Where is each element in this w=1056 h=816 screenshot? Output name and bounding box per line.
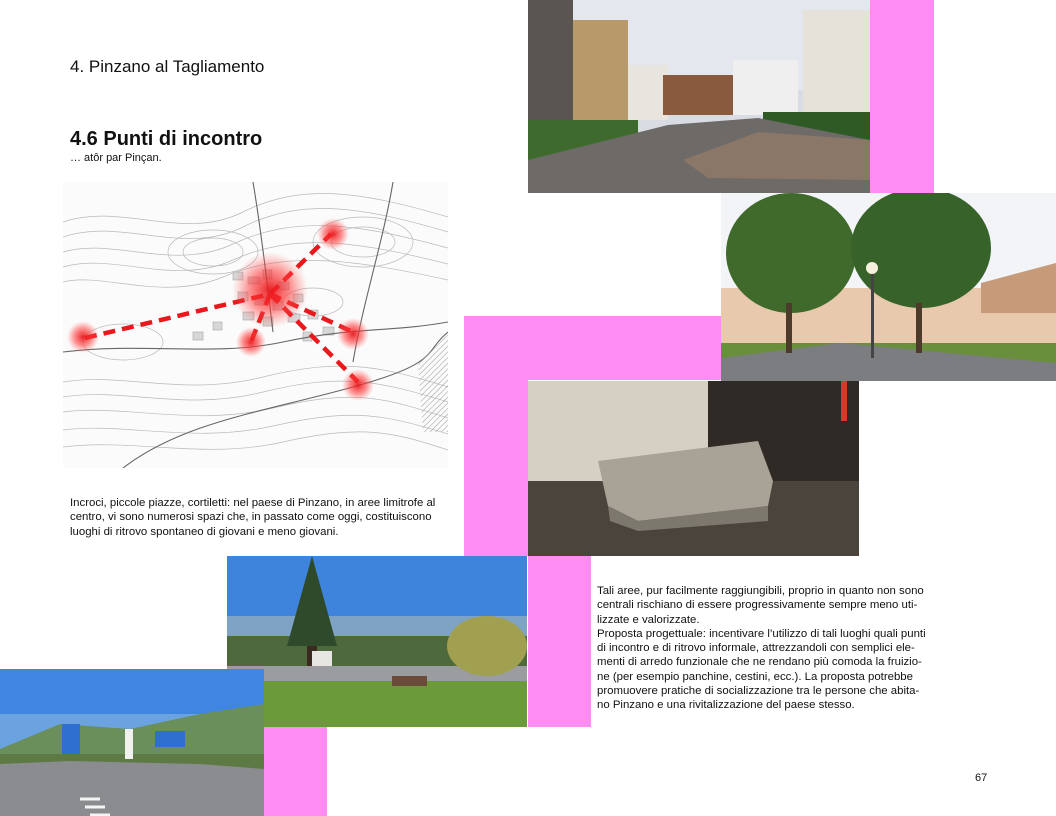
proposal-line: menti di arredo funzionale che ne rendano più comoda la fruizio- [597,656,922,669]
proposal-line: promuovere pratiche di socializzazione tra le persone che abita- [597,685,920,698]
pink-block-lower [528,556,591,727]
town-map [63,182,448,468]
section-title: 4.6 Punti di incontro [70,128,263,150]
photo-park-chapel [227,556,527,727]
proposal-paragraph [597,584,987,713]
proposal-line: Tali aree, pur facilmente raggiungibili, proprio in quanto non sono [597,585,924,597]
proposal-line: di incontro e di ritrovo informale, attrezzandoli con semplici ele- [597,642,915,655]
photo-park-trees [721,193,1056,381]
photo-stone-bench [528,381,859,556]
proposal-line: ne (per esempio panchine, cestini, ecc.). La proposta potrebbe [597,670,913,683]
pink-block-top [870,0,934,193]
proposal-line: centrali rischiano di essere progressivamente sempre meno uti- [597,599,918,612]
chapter-heading: 4. Pinzano al Tagliamento [70,57,265,76]
pink-block-bottom [264,727,327,816]
proposal-line: Proposta progettuale: incentivare l’utilizzo di tali luoghi quali punti [597,627,926,640]
intro-paragraph: Incroci, piccole piazze, cortiletti: nel paese di Pinzano, in aree limitrofe al centro, vi sono numerosi spazi che, in passato come oggi, costituiscono luoghi di ritrovo spontaneo di giovani e meno giovani. [70,497,436,538]
pink-block-middle-vertical [464,316,528,556]
photo-street-houses [528,0,870,193]
topographic-map-graphic [63,182,448,468]
proposal-line: lizzate e valorizzate. [597,613,700,626]
photo-crossroads-monument [0,669,264,816]
page-number: 67 [975,772,988,784]
section-subtitle: … atôr par Pinçan. [70,152,162,164]
proposal-line: no Pinzano e una rivitalizzazione del paese stesso. [597,699,855,712]
